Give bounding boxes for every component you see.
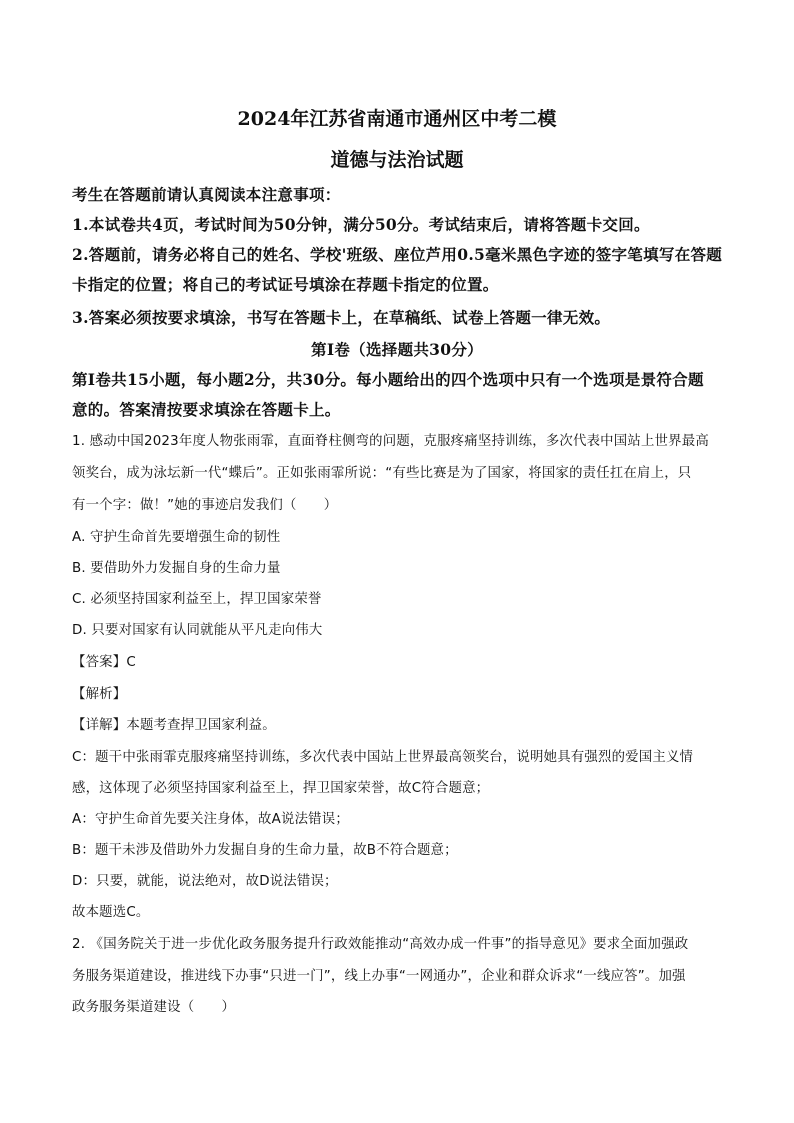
analysis-label: 【解析】 xyxy=(72,687,127,702)
conclusion: 故本题选C。 xyxy=(72,905,150,920)
notice-heading: 考生在答题前请认真阅读本注意事项： xyxy=(72,185,341,204)
explanation-d: D：只要，就能，说法绝对，故D说法错误； xyxy=(72,874,338,889)
question-1-option-c: C. 必须坚持国家利益至上，捍卫国家荣誉 xyxy=(72,592,322,607)
detail-label: 【详解】本题考查捍卫国家利益。 xyxy=(72,718,276,733)
question-1-line-1: 1. 感动中国2023年度人物张雨霏，直面脊柱侧弯的问题，克服疼痛坚持训练，多次代表中国站上世界最高 xyxy=(72,434,709,449)
question-2-line-1: 2. 《国务院关于进一步优化政务服务提升行政效能推动“高效办成一件事”的指导意见》要求全面加强政 xyxy=(72,937,689,952)
exam-title: 2024年江苏省南通市通州区中考二模 xyxy=(237,108,557,130)
section-description-line-2: 意的。答案清按要求填涂在答题卡上。 xyxy=(72,400,341,419)
notice-item-1: 1.本试卷共4页，考试时间为50分钟，满分50分。考试结束后，请将答题卡交回。 xyxy=(72,215,650,234)
explanation-b: B：题干未涉及借助外力发掘自身的生命力量，故B不符合题意； xyxy=(72,843,458,858)
question-1-line-2: 领奖台，成为泳坛新一代“蝶后”。正如张雨霏所说：“有些比赛是为了国家，将国家的责任扛在肩上，只 xyxy=(72,466,692,481)
question-1-option-b: B. 要借助外力发掘自身的生命力量 xyxy=(72,561,281,576)
explanation-a: A：守护生命首先要关注身体，故A说法错误； xyxy=(72,812,349,827)
question-2-line-2: 务服务渠道建设，推进线下办事“只进一门”，线上办事“一网通办”，企业和群众诉求“一线应答”。加强 xyxy=(72,969,686,984)
question-2-line-3: 政务服务渠道建设（ ） xyxy=(72,1000,236,1015)
notice-item-3: 3.答案必须按要求填涂，书写在答题卡上，在草稿纸、试卷上答题一律无效。 xyxy=(72,308,611,327)
section-description-line-1: 第Ⅰ卷共15小题，每小题2分，共30分。每小题给出的四个选项中只有一个选项是景符合题 xyxy=(72,370,704,389)
exam-subtitle: 道德与法治试题 xyxy=(330,149,464,171)
notice-item-2-line-1: 2.答题前，请务必将自己的姓名、学校'班级、座位芦用0.5毫米黑色字迹的签字笔填写在答题 xyxy=(72,245,723,264)
question-1-line-3: 有一个字：做！”她的事迹启发我们（ ） xyxy=(72,498,338,513)
section-title: 第Ⅰ卷（选择题共30分） xyxy=(311,340,483,359)
question-1-option-a: A. 守护生命首先要增强生命的韧性 xyxy=(72,530,281,545)
question-1-option-d: D. 只要对国家有认同就能从平凡走向伟大 xyxy=(72,623,323,638)
explanation-c-line-1: C：题干中张雨霏克服疼痛坚持训练，多次代表中国站上世界最高领奖台，说明她具有强烈的爱国主义情 xyxy=(72,750,694,765)
answer-label: 【答案】C xyxy=(72,655,136,670)
explanation-c-line-2: 感，这体现了必须坚持国家利益至上，捍卫国家荣誉，故C符合题意； xyxy=(72,781,490,796)
notice-item-2-line-2: 卡指定的位置；将自己的考试证号填涂在荐题卡指定的位置。 xyxy=(72,275,499,294)
